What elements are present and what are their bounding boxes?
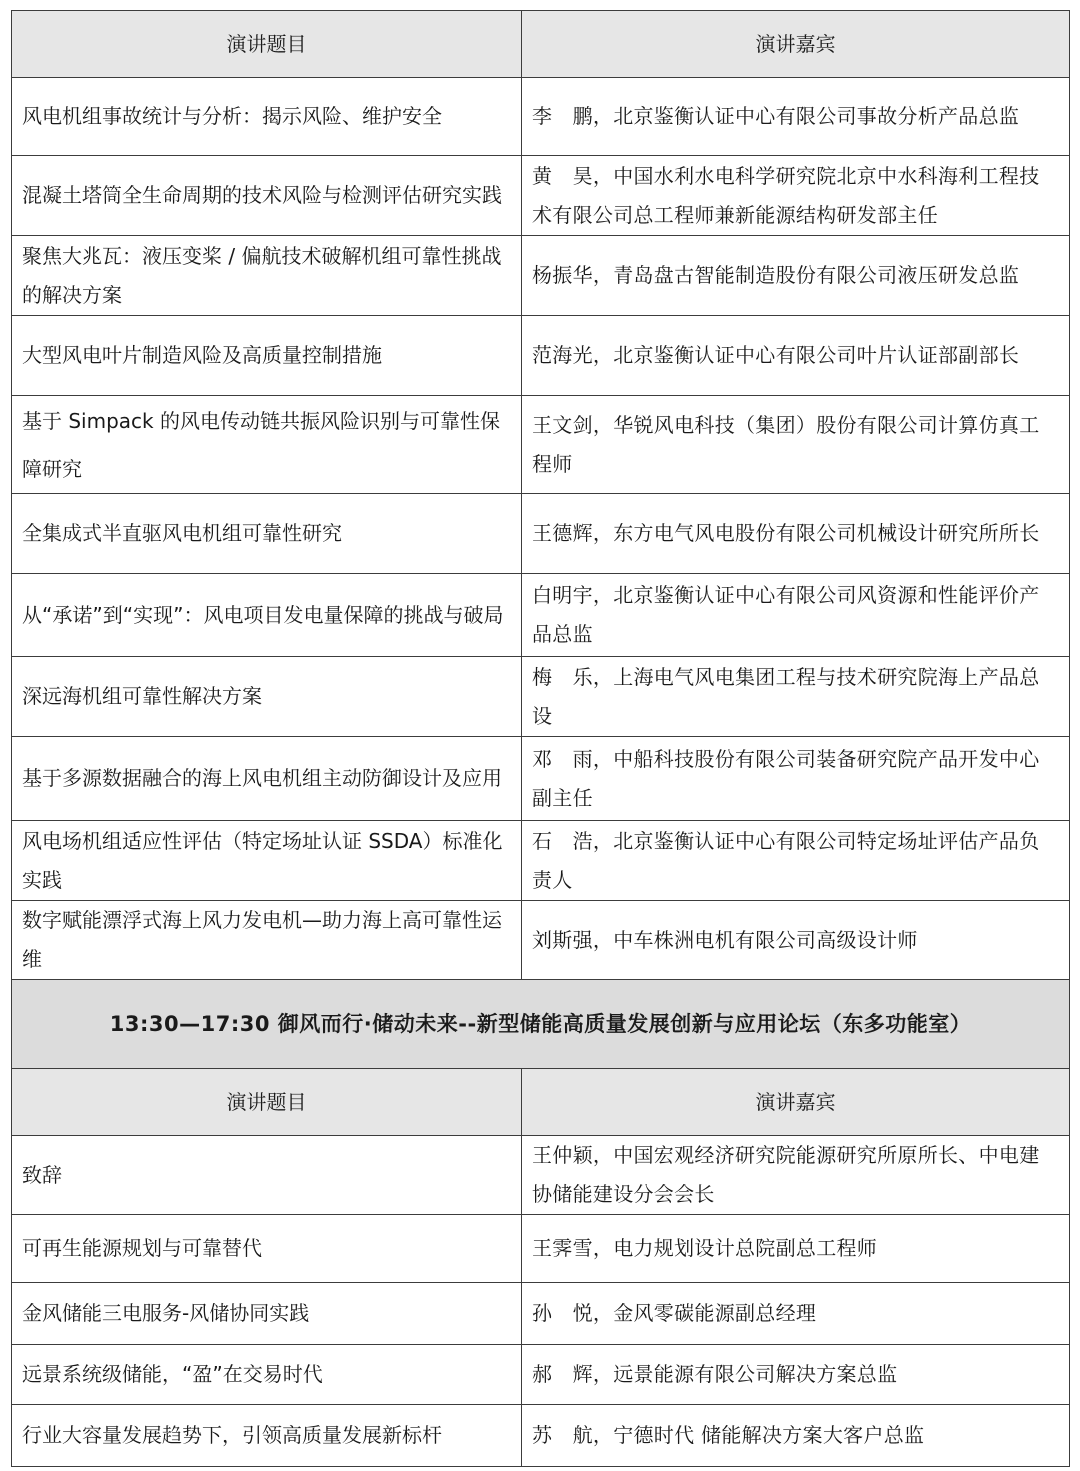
section-title: 13:30—17:30 御风而行·储动未来--新型储能高质量发展创新与应用论坛（东多功能室） [12,980,1070,1069]
speaker-cell: 范海光，北京鉴衡认证中心有限公司叶片认证部副部长 [522,316,1070,396]
table-row [12,396,1070,494]
speaker-cell: 王仲颖，中国宏观经济研究院能源研究所原所长、中电建协储能建设分会会长 [522,1136,1070,1215]
table-row [12,821,1070,901]
table-row [12,737,1070,821]
topic-cell: 深远海机组可靠性解决方案 [12,657,522,737]
topic-cell: 全集成式半直驱风电机组可靠性研究 [12,494,522,574]
speaker-cell: 白明宇，北京鉴衡认证中心有限公司风资源和性能评价产品总监 [522,574,1070,657]
table-row [12,901,1070,980]
topic-cell: 金风储能三电服务-风储协同实践 [12,1283,522,1345]
table-row [12,1345,1070,1405]
topic-cell: 风电场机组适应性评估（特定场址认证 SSDA）标准化实践 [12,821,522,901]
topic-cell: 大型风电叶片制造风险及高质量控制措施 [12,316,522,396]
header-speaker: 演讲嘉宾 [522,1069,1070,1136]
table-row [12,494,1070,574]
speaker-cell: 石 浩，北京鉴衡认证中心有限公司特定场址评估产品负责人 [522,821,1070,901]
topic-cell: 致辞 [12,1136,522,1215]
topic-cell: 混凝土塔筒全生命周期的技术风险与检测评估研究实践 [12,156,522,236]
table-header-row [12,11,1070,78]
speaker-cell: 王霁雪，电力规划设计总院副总工程师 [522,1215,1070,1283]
topic-cell: 基于 Simpack 的风电传动链共振风险识别与可靠性保障研究 [12,396,522,494]
speaker-cell: 李 鹏，北京鉴衡认证中心有限公司事故分析产品总监 [522,78,1070,156]
table-row [12,657,1070,737]
table-row [12,1405,1070,1467]
table-row [12,236,1070,316]
section-title-row [12,980,1070,1069]
speaker-cell: 杨振华，青岛盘古智能制造股份有限公司液压研发总监 [522,236,1070,316]
topic-cell: 远景系统级储能，“盈”在交易时代 [12,1345,522,1405]
speaker-cell: 黄 昊，中国水利水电科学研究院北京中水科海利工程技术有限公司总工程师兼新能源结构研发部主任 [522,156,1070,236]
topic-cell: 聚焦大兆瓦：液压变桨 / 偏航技术破解机组可靠性挑战的解决方案 [12,236,522,316]
table-row [12,1283,1070,1345]
speaker-cell: 孙 悦，金风零碳能源副总经理 [522,1283,1070,1345]
agenda-table [11,10,1070,1467]
table-row [12,1215,1070,1283]
header-topic: 演讲题目 [12,1069,522,1136]
speaker-cell: 梅 乐，上海电气风电集团工程与技术研究院海上产品总设 [522,657,1070,737]
topic-cell: 风电机组事故统计与分析：揭示风险、维护安全 [12,78,522,156]
table-row [12,78,1070,156]
header-speaker: 演讲嘉宾 [522,11,1070,78]
table-header-row [12,1069,1070,1136]
topic-cell: 基于多源数据融合的海上风电机组主动防御设计及应用 [12,737,522,821]
table-row [12,316,1070,396]
topic-cell: 行业大容量发展趋势下，引领高质量发展新标杆 [12,1405,522,1467]
speaker-cell: 邓 雨，中船科技股份有限公司装备研究院产品开发中心副主任 [522,737,1070,821]
topic-cell: 从“承诺”到“实现”：风电项目发电量保障的挑战与破局 [12,574,522,657]
speaker-cell: 刘斯强，中车株洲电机有限公司高级设计师 [522,901,1070,980]
table-row [12,574,1070,657]
speaker-cell: 王文剑，华锐风电科技（集团）股份有限公司计算仿真工程师 [522,396,1070,494]
table-row [12,156,1070,236]
speaker-cell: 王德辉，东方电气风电股份有限公司机械设计研究所所长 [522,494,1070,574]
topic-cell: 数字赋能漂浮式海上风力发电机—助力海上高可靠性运维 [12,901,522,980]
speaker-cell: 苏 航，宁德时代 储能解决方案大客户总监 [522,1405,1070,1467]
header-topic: 演讲题目 [12,11,522,78]
speaker-cell: 郝 辉，远景能源有限公司解决方案总监 [522,1345,1070,1405]
topic-cell: 可再生能源规划与可靠替代 [12,1215,522,1283]
table-row [12,1136,1070,1215]
